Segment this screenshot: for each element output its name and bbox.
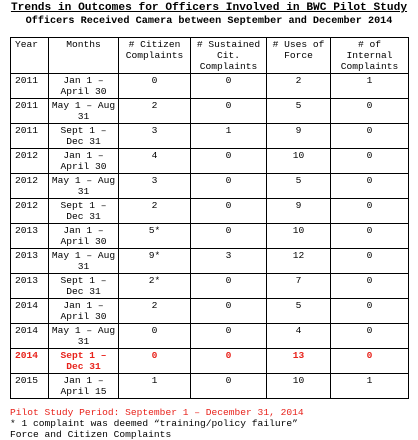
cell-months: Jan 1 – April 30	[49, 299, 119, 324]
cell-uses-of-force: 10	[267, 149, 331, 174]
cell-sustained-complaints: 0	[191, 349, 267, 374]
cell-citizen-complaints: 2	[119, 99, 191, 124]
cell-uses-of-force: 10	[267, 374, 331, 399]
cell-uses-of-force: 9	[267, 124, 331, 149]
table-row	[11, 274, 409, 299]
cell-months: Sept 1 – Dec 31	[49, 199, 119, 224]
cell-sustained-complaints: 0	[191, 149, 267, 174]
cell-citizen-complaints: 2	[119, 199, 191, 224]
report	[10, 2, 408, 440]
table-row	[11, 74, 409, 99]
cell-year: 2011	[11, 99, 49, 124]
cell-uses-of-force: 7	[267, 274, 331, 299]
cell-year: 2014	[11, 324, 49, 349]
cell-year: 2012	[11, 199, 49, 224]
cell-internal-complaints: 0	[331, 299, 409, 324]
cell-internal-complaints: 0	[331, 224, 409, 249]
table-row	[11, 99, 409, 124]
cell-sustained-complaints: 0	[191, 374, 267, 399]
footnote: * 1 complaint was deemed “training/policy failure”	[10, 418, 298, 429]
cell-year: 2014	[11, 299, 49, 324]
outcomes-table	[10, 37, 409, 399]
cell-year: 2015	[11, 374, 49, 399]
footnote-line-2: Force and Citizen Complaints	[10, 429, 172, 440]
cell-months: May 1 – Aug 31	[49, 324, 119, 349]
cell-months: Jan 1 – April 30	[49, 149, 119, 174]
cell-year: 2012	[11, 149, 49, 174]
cell-year: 2013	[11, 224, 49, 249]
cell-internal-complaints: 0	[331, 324, 409, 349]
cell-uses-of-force: 5	[267, 299, 331, 324]
cell-citizen-complaints: 2	[119, 299, 191, 324]
cell-uses-of-force: 13	[267, 349, 331, 374]
cell-sustained-complaints: 0	[191, 274, 267, 299]
cell-citizen-complaints: 1	[119, 374, 191, 399]
table-row	[11, 199, 409, 224]
cell-uses-of-force: 5	[267, 174, 331, 199]
table-row	[11, 249, 409, 274]
cell-citizen-complaints: 2*	[119, 274, 191, 299]
cell-months: Sept 1 – Dec 31	[49, 124, 119, 149]
header-sustained-complaints: # Sustained Cit. Complaints	[191, 38, 267, 74]
cell-sustained-complaints: 0	[191, 199, 267, 224]
table-row	[11, 299, 409, 324]
cell-year: 2013	[11, 274, 49, 299]
cell-year: 2014	[11, 349, 49, 374]
cell-citizen-complaints: 0	[119, 324, 191, 349]
cell-internal-complaints: 0	[331, 349, 409, 374]
cell-uses-of-force: 10	[267, 224, 331, 249]
cell-internal-complaints: 0	[331, 274, 409, 299]
report-title: Trends in Outcomes for Officers Involved in BWC Pilot Study	[10, 2, 408, 14]
cell-sustained-complaints: 1	[191, 124, 267, 149]
table-row	[11, 149, 409, 174]
cell-internal-complaints: 0	[331, 149, 409, 174]
table-row	[11, 174, 409, 199]
cell-months: May 1 – Aug 31	[49, 99, 119, 124]
cell-internal-complaints: 0	[331, 174, 409, 199]
cell-year: 2011	[11, 74, 49, 99]
cell-months: May 1 – Aug 31	[49, 174, 119, 199]
cell-sustained-complaints: 3	[191, 249, 267, 274]
cell-sustained-complaints: 0	[191, 74, 267, 99]
header-year: Year	[11, 38, 49, 74]
cell-months: Jan 1 – April 15	[49, 374, 119, 399]
cell-uses-of-force: 2	[267, 74, 331, 99]
pilot-period-note: Pilot Study Period: September 1 – December 31, 2014	[10, 407, 304, 418]
table-row	[11, 349, 409, 374]
cell-months: Jan 1 – April 30	[49, 74, 119, 99]
header-uses-of-force: # Uses of Force	[267, 38, 331, 74]
header-months: Months	[49, 38, 119, 74]
cell-months: Jan 1 – April 30	[49, 224, 119, 249]
header-internal-complaints: # of Internal Complaints	[331, 38, 409, 74]
cell-sustained-complaints: 0	[191, 99, 267, 124]
cell-citizen-complaints: 0	[119, 74, 191, 99]
cell-uses-of-force: 12	[267, 249, 331, 274]
table-body	[11, 74, 409, 399]
cell-sustained-complaints: 0	[191, 299, 267, 324]
cell-year: 2011	[11, 124, 49, 149]
cell-internal-complaints: 1	[331, 74, 409, 99]
cell-uses-of-force: 5	[267, 99, 331, 124]
cell-internal-complaints: 1	[331, 374, 409, 399]
cell-uses-of-force: 9	[267, 199, 331, 224]
cell-internal-complaints: 0	[331, 249, 409, 274]
table-header-row	[11, 38, 409, 74]
cell-internal-complaints: 0	[331, 99, 409, 124]
cell-citizen-complaints: 0	[119, 349, 191, 374]
cell-sustained-complaints: 0	[191, 174, 267, 199]
table-row	[11, 374, 409, 399]
cell-sustained-complaints: 0	[191, 224, 267, 249]
table-row	[11, 224, 409, 249]
header-citizen-complaints: # Citizen Complaints	[119, 38, 191, 74]
cell-citizen-complaints: 4	[119, 149, 191, 174]
cell-citizen-complaints: 3	[119, 124, 191, 149]
cell-uses-of-force: 4	[267, 324, 331, 349]
cell-year: 2013	[11, 249, 49, 274]
cell-year: 2012	[11, 174, 49, 199]
cell-months: Sept 1 – Dec 31	[49, 274, 119, 299]
table-row	[11, 324, 409, 349]
cell-citizen-complaints: 5*	[119, 224, 191, 249]
table-row	[11, 124, 409, 149]
cell-internal-complaints: 0	[331, 124, 409, 149]
cell-citizen-complaints: 9*	[119, 249, 191, 274]
cell-months: May 1 – Aug 31	[49, 249, 119, 274]
notes	[10, 407, 408, 440]
cell-months: Sept 1 – Dec 31	[49, 349, 119, 374]
cell-internal-complaints: 0	[331, 199, 409, 224]
report-subtitle: Officers Received Camera between September and December 2014	[25, 16, 393, 27]
cell-citizen-complaints: 3	[119, 174, 191, 199]
cell-sustained-complaints: 0	[191, 324, 267, 349]
